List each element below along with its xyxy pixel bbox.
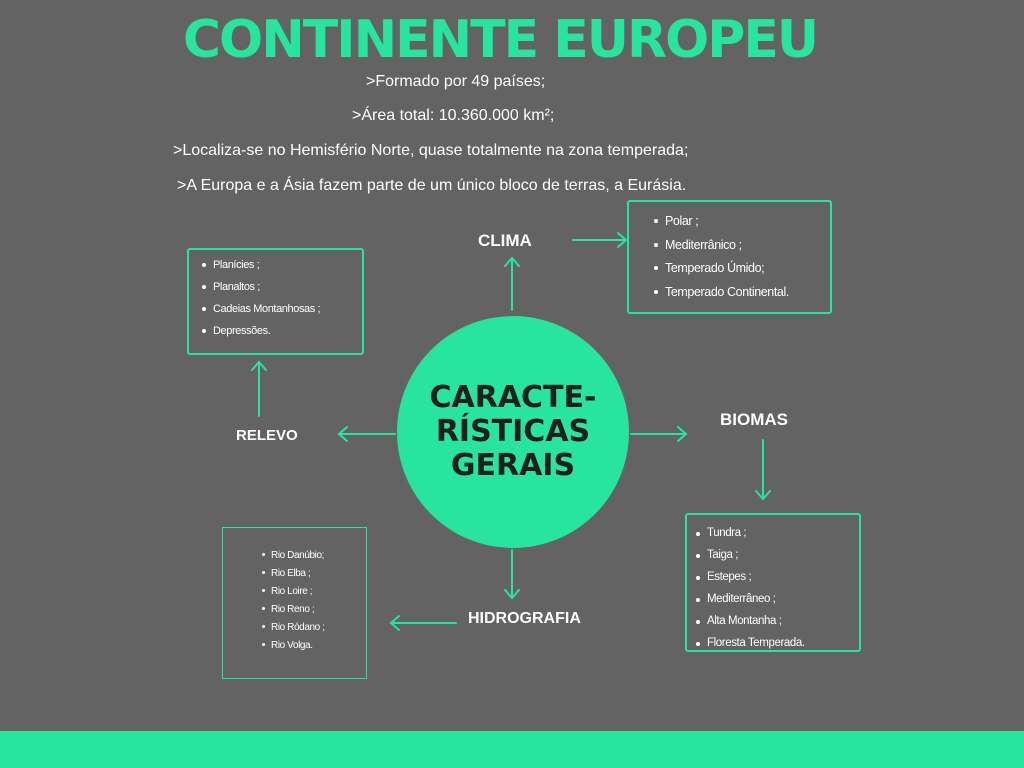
relevo-list (189, 250, 362, 347)
list-item: Depressões. (213, 325, 362, 347)
center-label: CARACTE- RÍSTICAS GERAIS (429, 380, 597, 483)
category-hidrografia: HIDROGRAFIA (468, 610, 581, 627)
list-item: Floresta Temperada. (707, 637, 859, 659)
fact-area: >Área total: 10.360.000 km²; (352, 107, 555, 124)
list-item: Rio Elba ; (271, 568, 366, 586)
arrow-hidrografia-to-box (391, 616, 456, 630)
hidrografia-list (223, 528, 366, 658)
list-item: Alta Montanha ; (707, 615, 859, 637)
category-clima: CLIMA (478, 231, 532, 250)
clima-box (627, 200, 832, 314)
fact-eurasia: >A Europa e a Ásia fazem parte de um único bloco de terras, a Eurásia. (177, 177, 687, 194)
arrow-center-to-relevo (339, 427, 395, 441)
footer-band (0, 731, 1024, 768)
clima-list (629, 202, 830, 308)
list-item: Rio Reno ; (271, 604, 366, 622)
list-item: Cadeias Montanhosas ; (213, 303, 362, 325)
list-item: Temperado Úmido; (665, 261, 830, 285)
list-item: Mediterrâneo ; (707, 593, 859, 615)
center-circle (397, 316, 629, 548)
list-item: Estepes ; (707, 571, 859, 593)
hidrografia-box (222, 527, 367, 679)
biomas-list (687, 515, 859, 659)
category-biomas: BIOMAS (720, 410, 788, 429)
list-item: Rio Loire ; (271, 586, 366, 604)
arrow-center-to-biomas (631, 427, 686, 441)
arrow-clima-to-box (573, 233, 626, 247)
fact-location: >Localiza-se no Hemisfério Norte, quase totalmente na zona temperada; (173, 142, 689, 159)
list-item: Rio Ródano ; (271, 622, 366, 640)
list-item: Tundra ; (707, 527, 859, 549)
relevo-box (187, 248, 364, 355)
list-item: Planícies ; (213, 259, 362, 281)
arrow-center-to-clima (505, 258, 519, 310)
list-item: Taiga ; (707, 549, 859, 571)
list-item: Temperado Continental. (665, 285, 830, 309)
list-item: Planaltos ; (213, 281, 362, 303)
list-item: Mediterrânico ; (665, 238, 830, 262)
arrow-center-to-hidrografia (505, 550, 519, 598)
list-item: Polar ; (665, 214, 830, 238)
fact-countries: >Formado por 49 países; (366, 73, 546, 90)
category-relevo: RELEVO (236, 427, 298, 444)
arrow-biomas-to-box (756, 440, 770, 499)
biomas-box (685, 513, 861, 652)
list-item: Rio Danúbio; (271, 550, 366, 568)
page-title: CONTINENTE EUROPEU (182, 10, 818, 70)
arrow-relevo-to-box (252, 362, 266, 416)
list-item: Rio Volga. (271, 640, 366, 658)
